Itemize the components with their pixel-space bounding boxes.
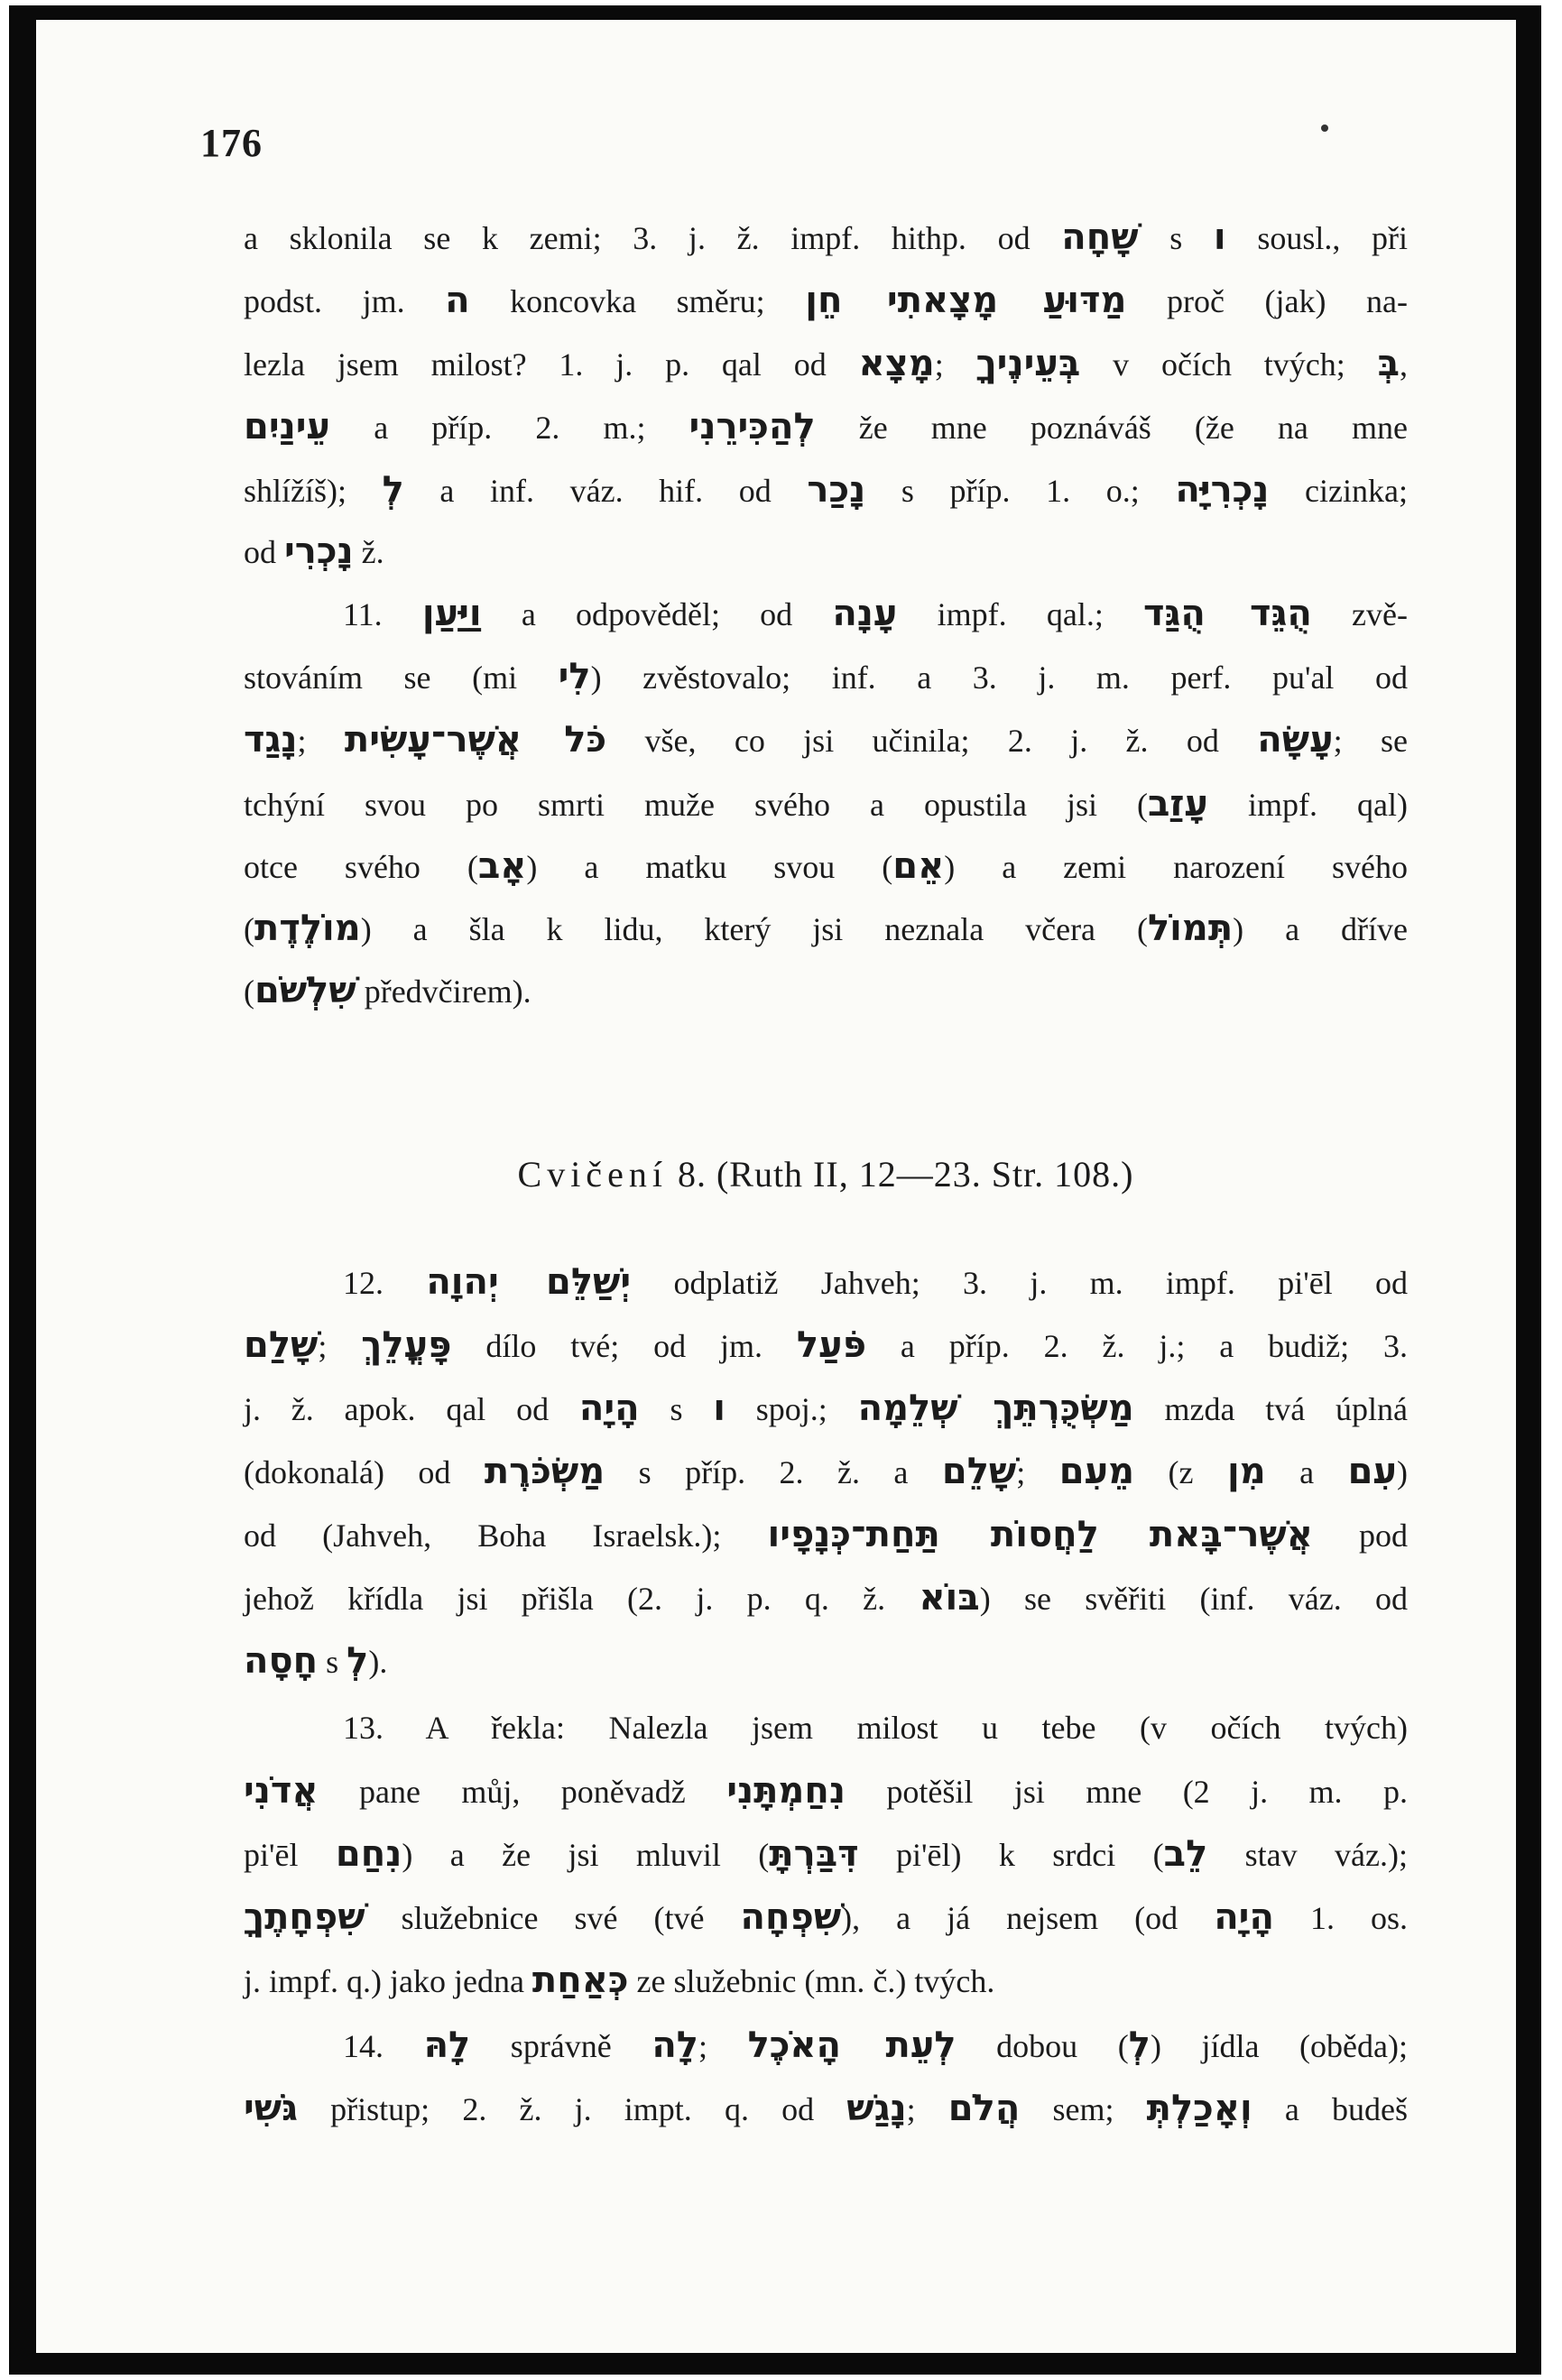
czech-text: ) a šla k lidu, který jsi neznala včera ( <box>360 911 1148 947</box>
czech-text: 13. A řekla: Nalezla jsem milost u tebe (v očích tvých) <box>343 1710 1408 1746</box>
czech-text: dílo tvé; od jm. <box>451 1328 797 1364</box>
text-line <box>244 1386 1408 1432</box>
hebrew-word: הָיָה <box>1214 1896 1274 1938</box>
hebrew-word: פָּעֳלֵךְ <box>361 1324 452 1366</box>
czech-text: správně <box>470 2028 652 2064</box>
heading-reference: 8. (Ruth II, 12—23. Str. 108.) <box>667 1154 1134 1195</box>
hebrew-word: נָכְרִיָּה <box>1175 469 1270 511</box>
czech-text: ) zvěstovalo; inf. a 3. j. m. perf. pu'al od <box>590 660 1408 696</box>
hebrew-word: מַדּוּעַ מָצָאתִי חֵן <box>805 280 1127 321</box>
hebrew-word: הֲלֹם <box>947 2088 1021 2129</box>
czech-text: přistup; 2. ž. j. impt. q. od <box>297 2091 847 2127</box>
hebrew-word: לְ <box>347 1640 369 1682</box>
scan-speck <box>1321 125 1328 132</box>
czech-text: ; se <box>1333 723 1408 759</box>
hebrew-word: יְשַׁלֵּם יְהוָה <box>426 1261 632 1303</box>
hebrew-word: מַשְׂכֹּרֶת <box>484 1451 605 1492</box>
czech-text: dobou ( <box>956 2028 1129 2064</box>
czech-text: ) jídla (oběda); <box>1150 2028 1408 2064</box>
text-line <box>343 1705 1408 1750</box>
hebrew-word: שָׁחָה <box>1061 217 1139 258</box>
text-line <box>244 844 1408 890</box>
hebrew-word: כֹּל אֲשֶׁר־עָשִׂית <box>344 719 607 761</box>
hebrew-word: עִם <box>1347 1451 1397 1492</box>
hebrew-word: שָׁלֵם <box>941 1451 1017 1492</box>
czech-text: ; <box>698 2028 748 2064</box>
czech-text: ; <box>906 2091 948 2127</box>
text-line <box>244 717 1408 763</box>
hebrew-word: עָשָׂה <box>1257 719 1334 761</box>
hebrew-word: שָׁלַם <box>244 1324 319 1366</box>
czech-text: ( <box>244 973 254 1010</box>
text-line <box>244 1768 1408 1814</box>
text-line <box>244 1575 1408 1621</box>
czech-text: s příp. 1. o.; <box>865 473 1176 509</box>
hebrew-word: אָב <box>477 845 527 887</box>
hebrew-word: מֵעִם <box>1058 1451 1135 1492</box>
czech-text: shlížíš); <box>244 473 383 509</box>
hebrew-word: עָזַב <box>1148 783 1209 825</box>
hebrew-word: ו <box>713 1388 726 1429</box>
czech-text: a příp. 2. ž. j.; a budiž; 3. <box>866 1328 1408 1364</box>
hebrew-word: לְהַכִּירֵנִי <box>689 406 816 447</box>
czech-text: proč (jak) na- <box>1126 283 1409 319</box>
hebrew-word: דִּבַּרְתָּ <box>769 1833 859 1875</box>
hebrew-word: מַשְׂכֻּרְתֵּךְ שְׁלֵמָה <box>857 1388 1134 1429</box>
hebrew-word: חָסָה <box>244 1640 319 1682</box>
czech-text: s <box>1138 220 1214 256</box>
text-line <box>244 1831 1408 1877</box>
czech-text: ) a zemi narození svého <box>944 849 1408 885</box>
hebrew-word: נִחַם <box>335 1833 402 1875</box>
czech-text: s <box>639 1391 714 1427</box>
czech-text: 12. <box>343 1265 427 1301</box>
czech-text: (z <box>1134 1454 1227 1490</box>
hebrew-word: ו <box>1213 217 1226 258</box>
hebrew-word: מוֹלֶדֶת <box>254 908 361 949</box>
hebrew-word: לְ <box>1128 2025 1151 2066</box>
czech-text: odplatiž Jahveh; 3. j. m. impf. pi'ēl od <box>631 1265 1408 1301</box>
hebrew-word: שִׁפְחָתֶךָ <box>244 1896 365 1938</box>
czech-text: ( <box>244 911 254 947</box>
czech-text: ; <box>1016 1454 1059 1490</box>
hebrew-word: וַיַּעַן <box>421 593 482 634</box>
czech-text: s <box>318 1644 347 1680</box>
hebrew-word: מָצָא <box>858 343 935 384</box>
text-line <box>244 404 1408 450</box>
czech-text: a odpověděl; od <box>481 596 833 632</box>
text-line <box>244 2086 1408 2132</box>
hebrew-word: אֵם <box>892 845 945 887</box>
czech-text: (dokonalá) od <box>244 1454 485 1490</box>
czech-text: a sklonila se k zemi; 3. j. ž. impf. hithp. od <box>244 220 1062 256</box>
czech-text: ) a matku svou ( <box>526 849 893 885</box>
hebrew-word: לָהּ <box>423 2025 471 2066</box>
czech-text: mzda tvá úplná <box>1133 1391 1409 1427</box>
czech-text: 14. <box>343 2028 424 2064</box>
text-line <box>244 278 1408 324</box>
hebrew-word: שִׁפְחָה <box>740 1896 842 1938</box>
hebrew-word: לְ <box>382 469 404 511</box>
czech-text: jehož křídla jsi přišla (2. j. p. q. ž. <box>244 1581 920 1617</box>
czech-text: vše, co jsi učinila; 2. j. ž. od <box>606 723 1258 759</box>
text-line <box>244 1638 1408 1684</box>
czech-text: ; <box>934 346 976 383</box>
text-line <box>244 341 1408 387</box>
czech-text: tchýní svou po smrti muže svého a opustila jsi ( <box>244 787 1149 823</box>
heading-word: Cvičení <box>517 1154 668 1195</box>
czech-text: ž. <box>353 534 384 570</box>
text-line <box>244 467 1408 513</box>
text-line <box>244 1449 1408 1495</box>
czech-text: ), a já nejsem (od <box>841 1900 1215 1936</box>
czech-text: sem; <box>1020 2091 1147 2127</box>
czech-text: cizinka; <box>1269 473 1408 509</box>
czech-text: stav váz.); <box>1207 1837 1409 1873</box>
hebrew-word: ה <box>445 280 470 321</box>
text-line <box>244 215 1408 261</box>
hebrew-word: שִׁלְשֹׁם <box>254 970 356 1011</box>
czech-text: od <box>244 534 284 570</box>
czech-text: sousl., při <box>1225 220 1409 256</box>
czech-text: zvě- <box>1311 596 1408 632</box>
hebrew-word: בְּ <box>1377 343 1400 384</box>
text-line <box>244 1512 1408 1558</box>
text-line <box>244 1323 1408 1369</box>
czech-text: spoj.; <box>725 1391 858 1427</box>
czech-text: a inf. váz. hif. od <box>403 473 808 509</box>
text-line <box>244 654 1408 700</box>
text-line <box>244 906 1408 952</box>
czech-text: a <box>1265 1454 1348 1490</box>
hebrew-word: הָיָה <box>578 1388 640 1429</box>
hebrew-word: תְּמוֹל <box>1147 908 1234 949</box>
czech-text: že mne poznáváš (že na mne <box>815 410 1408 446</box>
hebrew-word: לְעֵת הָאֹכֶל <box>747 2025 957 2066</box>
czech-text: s příp. 2. ž. a <box>605 1454 942 1490</box>
hebrew-word: נָכַר <box>807 469 866 511</box>
hebrew-word: וְאָכַלְתְּ <box>1146 2088 1252 2129</box>
text-line <box>244 529 1408 575</box>
text-line <box>244 781 1408 827</box>
czech-text: ze služebnic (mn. č.) tvých. <box>628 1963 995 1999</box>
text-line <box>343 2023 1408 2069</box>
hebrew-word: בְּעֵינֶיךָ <box>975 343 1081 384</box>
czech-text: pane můj, poněvadž <box>318 1774 727 1810</box>
czech-text: pi'ēl <box>244 1837 336 1873</box>
czech-text: j. impf. q.) jako jedna <box>244 1963 532 1999</box>
czech-text: 11. <box>343 596 422 632</box>
page-number: 176 <box>200 121 263 165</box>
czech-text: , <box>1399 346 1408 383</box>
hebrew-word: הֻגֵּד הֻגַּד <box>1143 593 1312 634</box>
czech-text: ) a že jsi mluvil ( <box>402 1837 770 1873</box>
hebrew-word: פֹּעַל <box>796 1324 866 1366</box>
hebrew-word: כְּאַחַת <box>531 1960 629 2001</box>
hebrew-word: לֵב <box>1163 1833 1208 1875</box>
czech-text: ) a dříve <box>1233 911 1408 947</box>
czech-text: pod <box>1312 1517 1409 1554</box>
hebrew-word: אֲשֶׁר־בָּאת לַחֲסוֹת תַּחַת־כְּנָפָיו <box>767 1514 1313 1555</box>
text-line <box>244 1895 1408 1941</box>
czech-text: ) se svěřiti (inf. váz. od <box>979 1581 1408 1617</box>
czech-text: impf. qal.; <box>897 596 1143 632</box>
hebrew-word: מִן <box>1226 1451 1266 1492</box>
czech-text: ) <box>1397 1454 1408 1490</box>
czech-text: předvčirem). <box>356 973 531 1010</box>
hebrew-word: גֹּשִׁי <box>244 2088 298 2129</box>
czech-text: ). <box>368 1644 388 1680</box>
czech-text: v očích tvých; <box>1080 346 1378 383</box>
hebrew-word: לָה <box>652 2025 699 2066</box>
text-line <box>343 591 1408 637</box>
czech-text: impf. qal) <box>1208 787 1408 823</box>
hebrew-word: נָגַשׁ <box>846 2088 907 2129</box>
czech-text: podst. jm. <box>244 283 446 319</box>
hebrew-word: נָגַד <box>244 719 298 761</box>
czech-text: pi'ēl) k srdci ( <box>858 1837 1164 1873</box>
czech-text: od (Jahveh, Boha Israelsk.); <box>244 1517 768 1554</box>
czech-text: a příp. 2. m.; <box>330 410 689 446</box>
czech-text: služebnice své (tvé <box>365 1900 741 1936</box>
czech-text: stováním se (mi <box>244 660 559 696</box>
hebrew-word: בּוֹא <box>919 1577 980 1619</box>
czech-text: a budeš <box>1252 2091 1408 2127</box>
hebrew-word: נִחַמְתָּנִי <box>726 1770 846 1812</box>
hebrew-word: נָכְרִי <box>284 530 354 572</box>
hebrew-word: אֲדֹנִי <box>244 1770 319 1812</box>
hebrew-word: לִי <box>558 656 591 697</box>
text-line <box>343 1259 1408 1305</box>
czech-text: j. ž. apok. qal od <box>244 1391 579 1427</box>
text-line <box>244 968 1408 1014</box>
czech-text: lezla jsem milost? 1. j. p. qal od <box>244 346 859 383</box>
czech-text: otce svého ( <box>244 849 478 885</box>
hebrew-word: עֵינַיִם <box>244 406 331 447</box>
text-line <box>244 1958 1408 2004</box>
czech-text: koncovka směru; <box>469 283 806 319</box>
exercise-heading <box>244 1153 1408 1195</box>
czech-text: 1. os. <box>1273 1900 1408 1936</box>
czech-text: potěšil jsi mne (2 j. m. p. <box>845 1774 1408 1810</box>
czech-text: ; <box>318 1328 362 1364</box>
czech-text: ; <box>297 723 345 759</box>
hebrew-word: עָנָה <box>832 593 898 634</box>
